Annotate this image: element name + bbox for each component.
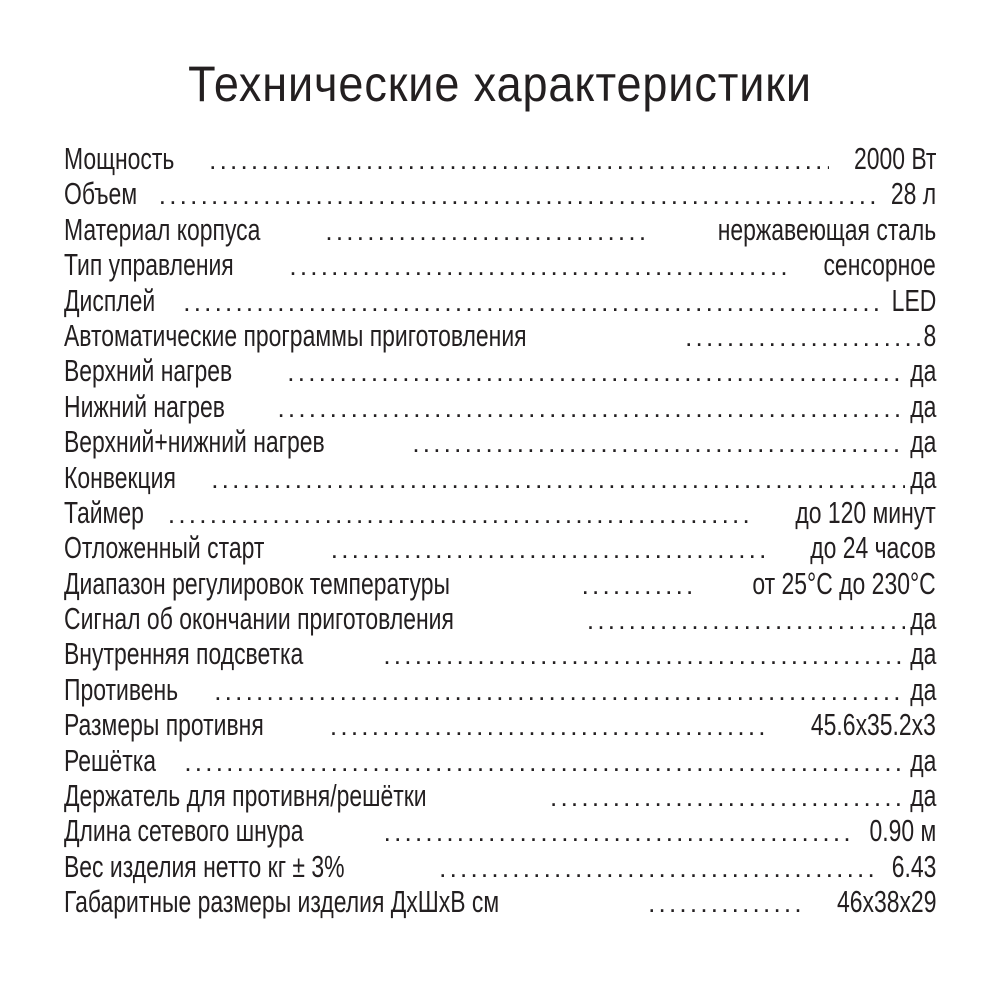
spec-list — [64, 141, 936, 920]
spec-row-power — [64, 141, 936, 176]
spec-row-delayed-start — [64, 530, 936, 565]
spec-label: Верхний нагрев — [64, 353, 233, 389]
dot-leader — [383, 638, 904, 673]
spec-row-tray-holder — [64, 778, 936, 813]
dot-leader — [159, 178, 879, 213]
spec-row-display — [64, 283, 936, 318]
dot-leader — [412, 426, 904, 461]
spec-value: 46х38х29 — [836, 884, 936, 920]
spec-value: да — [909, 671, 936, 707]
dot-leader — [325, 214, 644, 249]
spec-value: 45.6х35.2х3 — [810, 707, 936, 743]
spec-label: Таймер — [64, 494, 144, 530]
spec-value: да — [909, 636, 936, 672]
spec-label: Сигнал об окончании приготовления — [64, 601, 454, 637]
spec-label: Отложенный старт — [64, 530, 265, 566]
spec-value: 2000 Вт — [853, 141, 936, 176]
dot-leader — [582, 568, 693, 603]
spec-row-overall-dimensions — [64, 884, 936, 919]
spec-value: нержавеющая сталь — [717, 211, 936, 247]
spec-row-end-signal — [64, 601, 936, 636]
spec-value: да — [909, 353, 936, 389]
spec-label: Противень — [64, 671, 179, 707]
spec-value: сенсорное — [823, 247, 936, 283]
spec-value: 6.43 — [891, 848, 936, 884]
spec-label: Решётка — [64, 742, 157, 778]
spec-label: Держатель для противня/решётки — [64, 778, 427, 814]
spec-label: Мощность — [64, 141, 175, 176]
spec-value: 0.90 м — [869, 813, 936, 849]
spec-label: Размеры противня — [64, 707, 264, 743]
spec-label: Тип управления — [64, 247, 234, 283]
spec-row-tray-dimensions — [64, 707, 936, 742]
dot-leader — [183, 285, 879, 320]
spec-row-convection — [64, 460, 936, 495]
spec-row-volume — [64, 176, 936, 211]
spec-label: Габаритные размеры изделия ДхШхВ см — [64, 884, 500, 920]
page-title: Технические характеристики — [188, 56, 812, 112]
dot-leader — [550, 780, 905, 815]
dot-leader — [277, 391, 904, 426]
spec-value: до 120 минут — [795, 494, 936, 530]
spec-label: Объем — [64, 176, 138, 212]
spec-value: 28 л — [890, 176, 936, 212]
spec-row-timer — [64, 495, 936, 530]
spec-label: Внутренняя подсветка — [64, 636, 304, 672]
dot-leader — [168, 497, 750, 532]
spec-row-top-bottom-heating — [64, 424, 936, 459]
spec-label: Вес изделия нетто кг ± 3% — [64, 848, 345, 884]
spec-value: да — [909, 778, 936, 814]
spec-label: Автоматические программы приготовления — [64, 317, 527, 353]
spec-value: да — [909, 424, 936, 460]
spec-label: Дисплей — [64, 282, 156, 318]
spec-row-control-type — [64, 247, 936, 282]
spec-row-auto-programs — [64, 318, 936, 353]
dot-leader — [330, 709, 771, 744]
dot-leader — [685, 320, 923, 355]
dot-leader — [648, 886, 805, 921]
spec-value: от 25°С до 230°С — [752, 565, 936, 601]
spec-label: Длина сетевого шнура — [64, 813, 304, 849]
spec-row-cord-length — [64, 813, 936, 848]
spec-row-baking-tray — [64, 672, 936, 707]
spec-row-top-heating — [64, 353, 936, 388]
spec-value: LED — [891, 282, 936, 318]
spec-label: Нижний нагрев — [64, 388, 225, 424]
spec-label: Конвекция — [64, 459, 176, 495]
spec-value: да — [909, 388, 936, 424]
spec-row-net-weight — [64, 849, 936, 884]
spec-row-interior-light — [64, 636, 936, 671]
dot-leader — [331, 532, 770, 567]
dot-leader — [184, 745, 904, 780]
spec-label: Материал корпуса — [64, 211, 261, 247]
dot-leader — [209, 143, 828, 178]
dot-leader — [287, 355, 904, 390]
spec-row-temperature-range — [64, 566, 936, 601]
dot-leader — [439, 851, 880, 886]
spec-row-bottom-heating — [64, 389, 936, 424]
spec-value: да — [909, 601, 936, 637]
spec-label: Диапазон регулировок температуры — [64, 565, 450, 601]
dot-leader — [384, 815, 850, 850]
dot-leader — [289, 249, 788, 284]
spec-value: да — [909, 459, 936, 495]
dot-leader — [587, 603, 905, 638]
spec-value: 8 — [923, 317, 936, 353]
dot-leader — [211, 462, 904, 497]
spec-value: до 24 часов — [810, 530, 936, 566]
spec-label: Верхний+нижний нагрев — [64, 424, 325, 460]
dot-leader — [214, 674, 904, 709]
spec-row-wire-rack — [64, 743, 936, 778]
spec-value: да — [909, 742, 936, 778]
spec-row-body-material — [64, 212, 936, 247]
